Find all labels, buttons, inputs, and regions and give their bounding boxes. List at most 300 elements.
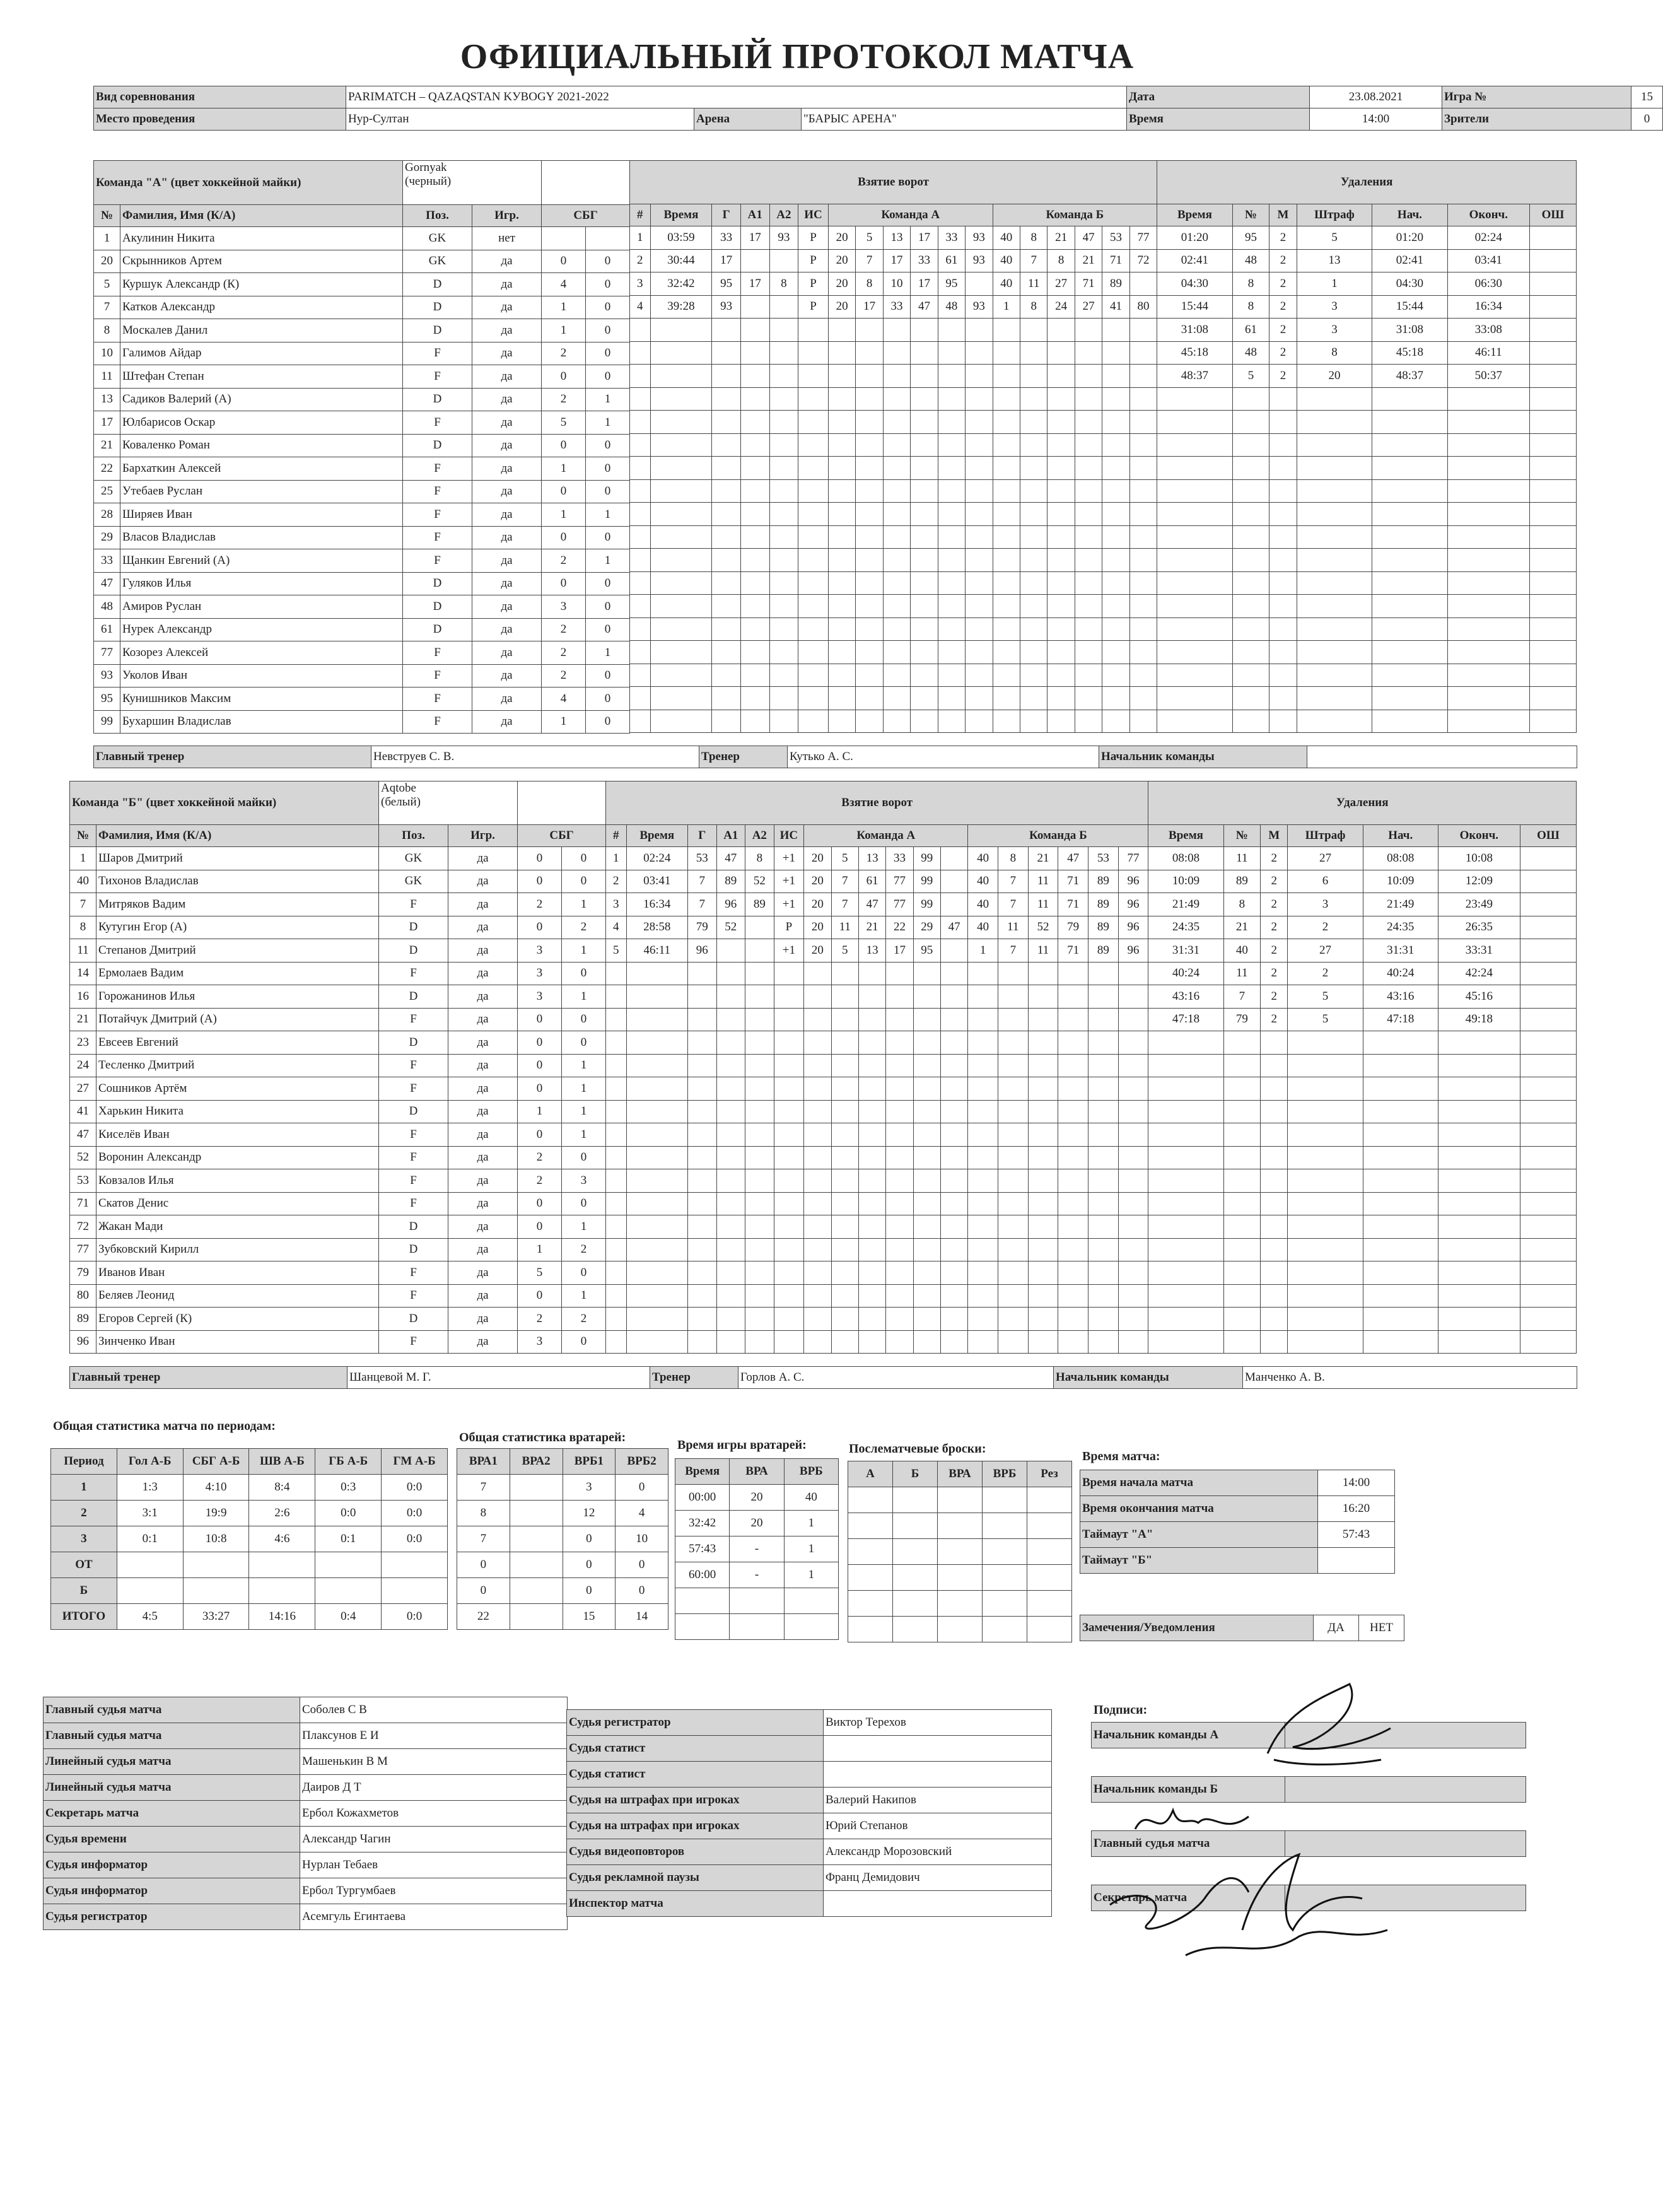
penalty-osh — [1520, 1008, 1576, 1031]
team-a-name: Gornyak — [405, 161, 447, 174]
player-number: 79 — [70, 1261, 96, 1285]
goal-scorer — [688, 1077, 717, 1101]
event-row — [630, 319, 1577, 342]
goal-situation — [798, 387, 829, 411]
on-ice-team-a — [804, 1330, 831, 1354]
penalty-osh — [1520, 1284, 1576, 1308]
col-pen-pim: Штраф — [1297, 204, 1372, 226]
penalty-end — [1447, 387, 1529, 411]
goalie-cell: 15 — [563, 1604, 616, 1630]
goal-assist-1: 52 — [716, 916, 745, 939]
penalty-time: 02:41 — [1157, 249, 1232, 272]
penalty-minutes: 2 — [1261, 962, 1288, 985]
penalty-end: 10:08 — [1438, 847, 1520, 870]
period-header: СБГ А-Б — [183, 1449, 249, 1475]
player-number: 41 — [70, 1100, 96, 1123]
player-sog-2: 0 — [586, 618, 630, 641]
on-ice-team-a — [938, 433, 965, 457]
goal-assist-1 — [716, 1192, 745, 1215]
player-name: Москалев Данил — [120, 319, 403, 342]
penalty-time — [1157, 687, 1232, 710]
player-row — [70, 1123, 606, 1147]
arena-label: Арена — [694, 108, 802, 131]
goalie-cell: 0 — [457, 1578, 510, 1604]
goalie-row — [457, 1526, 668, 1552]
goal-time — [650, 525, 712, 549]
event-row — [606, 1031, 1577, 1055]
goalie-cell: 0 — [616, 1578, 668, 1604]
on-ice-team-b — [1129, 571, 1157, 595]
goalie-time-row — [675, 1614, 839, 1640]
on-ice-team-a — [938, 710, 965, 733]
goal-time — [626, 1238, 688, 1261]
goal-scorer — [712, 571, 741, 595]
goal-time — [650, 503, 712, 526]
shootout-title: Послематчевые броски: — [849, 1442, 986, 1456]
col-pen-start: Нач. — [1363, 825, 1438, 847]
player-sog-2: 0 — [586, 480, 630, 503]
official-right-role: Судья статист — [567, 1762, 824, 1788]
penalty-code — [1288, 1330, 1363, 1354]
player-name: Беляев Леонид — [96, 1284, 379, 1308]
goalie-time-row — [675, 1511, 839, 1536]
on-ice-team-b — [998, 1215, 1028, 1239]
penalty-player: 48 — [1232, 249, 1269, 272]
on-ice-team-b — [1020, 319, 1047, 342]
on-ice-team-b — [1088, 1192, 1119, 1215]
player-position: D — [379, 1100, 448, 1123]
penalty-end — [1438, 1146, 1520, 1169]
team-a-coaches — [93, 746, 1577, 768]
player-sog-1: 0 — [518, 916, 562, 939]
goal-time: 28:58 — [626, 916, 688, 939]
on-ice-team-a: 93 — [966, 249, 993, 272]
penalty-minutes — [1261, 1284, 1288, 1308]
player-name: Степанов Дмитрий — [96, 939, 379, 963]
goal-time — [626, 1261, 688, 1285]
on-ice-team-a — [804, 962, 831, 985]
on-ice-team-b: 89 — [1088, 916, 1119, 939]
penalty-minutes — [1269, 687, 1297, 710]
on-ice-team-a — [886, 1192, 913, 1215]
player-sog-2: 1 — [586, 411, 630, 435]
penalty-time: 31:31 — [1148, 939, 1223, 963]
goal-scorer — [688, 1100, 717, 1123]
on-ice-team-b — [1102, 641, 1129, 664]
on-ice-team-a — [831, 1261, 858, 1285]
goalie-time-row — [675, 1562, 839, 1588]
on-ice-team-b: 71 — [1102, 249, 1129, 272]
penalty-osh — [1520, 1100, 1576, 1123]
penalty-start — [1372, 664, 1447, 687]
on-ice-team-a — [966, 365, 993, 388]
event-row — [630, 641, 1577, 664]
shootout-header: Рез — [1027, 1461, 1072, 1487]
player-row — [94, 526, 630, 549]
on-ice-team-b — [1102, 525, 1129, 549]
col-pen-m: М — [1269, 204, 1297, 226]
goalie-cell — [510, 1501, 563, 1526]
player-name: Киселёв Иван — [96, 1123, 379, 1147]
on-ice-team-a: 99 — [913, 893, 940, 916]
penalty-minutes — [1261, 1261, 1288, 1285]
on-ice-team-b — [1028, 985, 1058, 1009]
player-played: да — [448, 1215, 518, 1239]
player-row — [70, 847, 606, 870]
penalty-minutes — [1269, 664, 1297, 687]
on-ice-team-b — [1058, 1308, 1088, 1331]
penalty-time — [1148, 1146, 1223, 1169]
period-cell — [382, 1578, 448, 1604]
penalty-player: 8 — [1232, 295, 1269, 319]
player-sog-2: 1 — [562, 1100, 606, 1123]
on-ice-team-a — [883, 341, 910, 365]
player-position: F — [403, 503, 472, 527]
on-ice-team-b — [1020, 525, 1047, 549]
official-right-role: Судья на штрафах при игроках — [567, 1788, 824, 1813]
on-ice-team-a — [938, 525, 965, 549]
official-left-role: Главный судья матча — [44, 1723, 300, 1749]
goal-assist-1: 96 — [716, 893, 745, 916]
col-goal-num: # — [606, 825, 627, 847]
on-ice-team-a — [911, 479, 938, 503]
on-ice-team-b — [998, 1031, 1028, 1055]
team-a-roster — [93, 160, 630, 734]
goal-situation — [774, 985, 804, 1009]
goal-assist-2: 8 — [769, 272, 798, 296]
player-played: да — [472, 641, 542, 665]
on-ice-team-b — [1075, 411, 1102, 434]
penalty-time — [1148, 1123, 1223, 1147]
goal-assist-1: 89 — [716, 870, 745, 893]
on-ice-team-a — [940, 962, 967, 985]
goal-scorer: 17 — [712, 249, 741, 272]
col-name: Фамилия, Имя (К/А) — [96, 825, 379, 847]
goalie-row — [457, 1578, 668, 1604]
on-ice-team-b — [1058, 1284, 1088, 1308]
goal-scorer — [712, 641, 741, 664]
event-row — [606, 939, 1577, 963]
on-ice-team-a: 13 — [883, 226, 910, 250]
team-a-label: Команда "А" (цвет хоккейной майки) — [94, 161, 403, 205]
player-sog-2: 0 — [562, 1146, 606, 1169]
team-a-coach: Кутько А. С. — [788, 746, 1099, 768]
period-cell — [183, 1578, 249, 1604]
penalty-time — [1157, 479, 1232, 503]
player-name: Воронин Александр — [96, 1146, 379, 1169]
on-ice-team-b: 96 — [1118, 893, 1148, 916]
on-ice-team-b — [1118, 1146, 1148, 1169]
goal-scorer — [688, 1261, 717, 1285]
official-right-name — [824, 1736, 1052, 1762]
player-position: GK — [403, 250, 472, 273]
penalty-player — [1232, 549, 1269, 572]
on-ice-team-a — [886, 1215, 913, 1239]
player-row — [94, 250, 630, 273]
penalty-player: 11 — [1223, 847, 1261, 870]
goal-number: 4 — [630, 295, 651, 319]
official-right-name — [824, 1762, 1052, 1788]
on-ice-team-a — [913, 1077, 940, 1101]
player-played: да — [448, 985, 518, 1009]
player-name: Коваленко Роман — [120, 434, 403, 457]
event-row — [606, 893, 1577, 916]
official-left-row — [44, 1801, 568, 1827]
on-ice-team-b — [1088, 1123, 1119, 1147]
shootout-cell — [1027, 1539, 1072, 1565]
on-ice-team-a: 20 — [828, 295, 855, 319]
on-ice-team-a — [911, 365, 938, 388]
player-row — [94, 595, 630, 619]
on-ice-team-a — [804, 1031, 831, 1055]
col-sog: СБГ — [542, 205, 630, 227]
goal-time: 32:42 — [650, 272, 712, 296]
signature-role: Начальник команды А — [1092, 1723, 1285, 1748]
on-ice-team-a — [883, 503, 910, 526]
spectators-label: Зрители — [1442, 108, 1631, 131]
penalty-osh — [1520, 1054, 1576, 1077]
on-ice-team-a — [966, 617, 993, 641]
penalty-minutes: 2 — [1269, 341, 1297, 365]
on-ice-team-b — [1028, 962, 1058, 985]
goal-time — [626, 1215, 688, 1239]
goal-assist-1 — [716, 1008, 745, 1031]
period-cell: 0:0 — [382, 1475, 448, 1501]
goal-number — [630, 365, 651, 388]
penalty-code — [1297, 664, 1372, 687]
event-row — [630, 272, 1577, 296]
goal-situation — [774, 1123, 804, 1147]
goal-assist-1 — [740, 549, 769, 572]
on-ice-team-a: 48 — [938, 295, 965, 319]
player-played: да — [448, 1100, 518, 1123]
penalty-start — [1363, 1100, 1438, 1123]
goal-time — [650, 319, 712, 342]
player-sog-1: 1 — [518, 1238, 562, 1261]
event-row — [630, 365, 1577, 388]
penalty-minutes — [1269, 457, 1297, 480]
player-name: Куршук Александр (К) — [120, 273, 403, 296]
penalty-time — [1157, 503, 1232, 526]
penalty-minutes — [1261, 1031, 1288, 1055]
on-ice-team-b — [993, 617, 1020, 641]
goal-assist-1 — [716, 1054, 745, 1077]
on-ice-team-b — [1028, 1077, 1058, 1101]
on-ice-team-b — [1118, 1308, 1148, 1331]
goal-number — [606, 1215, 627, 1239]
goal-number — [630, 387, 651, 411]
player-row — [70, 939, 606, 963]
penalty-start: 02:41 — [1372, 249, 1447, 272]
player-played: да — [472, 710, 542, 734]
period-cell: 0:0 — [382, 1501, 448, 1526]
goal-assist-1 — [740, 479, 769, 503]
on-ice-team-a — [911, 433, 938, 457]
match-header — [93, 86, 1663, 131]
on-ice-team-b: 89 — [1088, 870, 1119, 893]
on-ice-team-a — [828, 479, 855, 503]
on-ice-team-b — [1075, 319, 1102, 342]
player-number: 17 — [94, 411, 120, 435]
official-right-row — [567, 1865, 1052, 1891]
on-ice-team-a: 11 — [831, 916, 858, 939]
player-row — [94, 296, 630, 319]
penalty-minutes — [1261, 1169, 1288, 1193]
on-ice-team-b — [968, 1284, 998, 1308]
player-played: да — [448, 1192, 518, 1215]
player-played: да — [472, 342, 542, 365]
on-ice-team-a — [940, 1146, 967, 1169]
team-b-manager: Манченко А. В. — [1243, 1367, 1577, 1389]
on-ice-team-a — [856, 387, 883, 411]
signature-chief-referee — [1097, 1829, 1413, 1974]
player-position: D — [379, 916, 448, 939]
official-left-name: Александр Чагин — [300, 1827, 568, 1852]
player-played: да — [472, 618, 542, 641]
goal-number — [606, 1100, 627, 1123]
goal-time — [650, 549, 712, 572]
goal-number — [606, 1284, 627, 1308]
penalty-code — [1288, 1238, 1363, 1261]
penalty-end: 12:09 — [1438, 870, 1520, 893]
period-row — [51, 1526, 448, 1552]
on-ice-team-a — [828, 549, 855, 572]
player-sog-2: 0 — [562, 962, 606, 985]
penalty-minutes — [1269, 433, 1297, 457]
event-row — [606, 1146, 1577, 1169]
goal-situation: Р — [798, 226, 829, 250]
on-ice-team-b: 77 — [1129, 226, 1157, 250]
on-ice-team-a: 20 — [828, 226, 855, 250]
on-ice-team-b: 8 — [1020, 295, 1047, 319]
on-ice-team-b — [1102, 341, 1129, 365]
event-row — [606, 1192, 1577, 1215]
player-sog-2: 1 — [562, 1215, 606, 1239]
player-name: Скрынников Артем — [120, 250, 403, 273]
player-position: F — [379, 1261, 448, 1285]
goal-situation — [774, 1284, 804, 1308]
player-sog-1: 4 — [542, 688, 586, 711]
goal-assist-1 — [740, 249, 769, 272]
player-played: да — [448, 1169, 518, 1193]
on-ice-team-a — [966, 387, 993, 411]
on-ice-team-b — [968, 1100, 998, 1123]
period-cell — [117, 1552, 183, 1578]
period-cell: 10:8 — [183, 1526, 249, 1552]
penalty-end: 46:11 — [1447, 341, 1529, 365]
goal-assist-2 — [769, 617, 798, 641]
on-ice-team-a — [940, 893, 967, 916]
on-ice-team-b — [993, 525, 1020, 549]
penalty-start — [1372, 595, 1447, 618]
on-ice-team-a: 17 — [856, 295, 883, 319]
penalty-minutes — [1261, 1215, 1288, 1239]
on-ice-team-b — [1129, 411, 1157, 434]
penalty-osh — [1520, 1330, 1576, 1354]
spectators-value: 0 — [1631, 108, 1663, 131]
on-ice-team-b — [1088, 1330, 1119, 1354]
on-ice-team-b: 96 — [1118, 916, 1148, 939]
penalty-time — [1148, 1215, 1223, 1239]
on-ice-team-a — [804, 1215, 831, 1239]
penalty-player — [1223, 1330, 1261, 1354]
on-ice-team-a: 20 — [828, 249, 855, 272]
on-ice-team-b: 72 — [1129, 249, 1157, 272]
on-ice-team-b — [1118, 962, 1148, 985]
goal-assist-2 — [745, 1330, 774, 1354]
penalty-time — [1148, 1330, 1223, 1354]
on-ice-team-b: 1 — [993, 295, 1020, 319]
on-ice-team-a: 17 — [883, 249, 910, 272]
goalie-cell: 10 — [616, 1526, 668, 1552]
penalty-minutes: 2 — [1269, 295, 1297, 319]
col-pen-num: № — [1223, 825, 1261, 847]
goal-time — [650, 617, 712, 641]
goal-time — [626, 1192, 688, 1215]
period-cell: 4:6 — [249, 1526, 315, 1552]
on-ice-team-b: 40 — [968, 893, 998, 916]
period-row — [51, 1501, 448, 1526]
penalty-osh — [1529, 710, 1576, 733]
player-position: F — [403, 664, 472, 688]
penalty-end: 45:16 — [1438, 985, 1520, 1009]
on-ice-team-b: 1 — [968, 939, 998, 963]
penalty-end: 42:24 — [1438, 962, 1520, 985]
shootout-cell — [1027, 1513, 1072, 1539]
on-ice-team-b — [1047, 549, 1075, 572]
penalty-osh — [1520, 939, 1576, 963]
on-ice-team-b — [1118, 1100, 1148, 1123]
player-number: 47 — [70, 1123, 96, 1147]
player-sog-2: 3 — [562, 1169, 606, 1193]
on-ice-team-b — [1118, 985, 1148, 1009]
on-ice-team-b — [1102, 710, 1129, 733]
goal-assist-1 — [716, 1284, 745, 1308]
goal-assist-1: 17 — [740, 272, 769, 296]
player-row — [94, 618, 630, 641]
venue-value: Нур-Султан — [346, 108, 694, 131]
player-sog-1: 0 — [542, 572, 586, 595]
goal-scorer — [688, 1238, 717, 1261]
on-ice-team-b: 53 — [1102, 226, 1129, 250]
player-sog-2: 1 — [586, 388, 630, 411]
goal-assist-1 — [716, 1146, 745, 1169]
on-ice-team-b: 40 — [968, 916, 998, 939]
penalty-osh — [1520, 893, 1576, 916]
on-ice-team-a — [913, 1100, 940, 1123]
goal-situation — [798, 479, 829, 503]
player-played: да — [448, 939, 518, 963]
on-ice-team-b — [998, 1284, 1028, 1308]
penalty-time: 10:09 — [1148, 870, 1223, 893]
player-sog-2: 0 — [586, 296, 630, 319]
on-ice-team-b — [998, 1008, 1028, 1031]
col-pen-num: № — [1232, 204, 1269, 226]
event-row — [606, 1308, 1577, 1331]
goalie-cell — [510, 1604, 563, 1630]
penalty-minutes: 2 — [1261, 893, 1288, 916]
goalie-cell: 12 — [563, 1501, 616, 1526]
goal-number — [630, 641, 651, 664]
player-played: да — [472, 526, 542, 549]
goalie-row — [457, 1604, 668, 1630]
goal-number: 3 — [606, 893, 627, 916]
penalty-start — [1363, 1284, 1438, 1308]
player-sog-1: 0 — [542, 365, 586, 389]
on-ice-team-b — [1020, 549, 1047, 572]
goal-scorer — [712, 664, 741, 687]
goals-header: Взятие ворот — [630, 161, 1157, 204]
